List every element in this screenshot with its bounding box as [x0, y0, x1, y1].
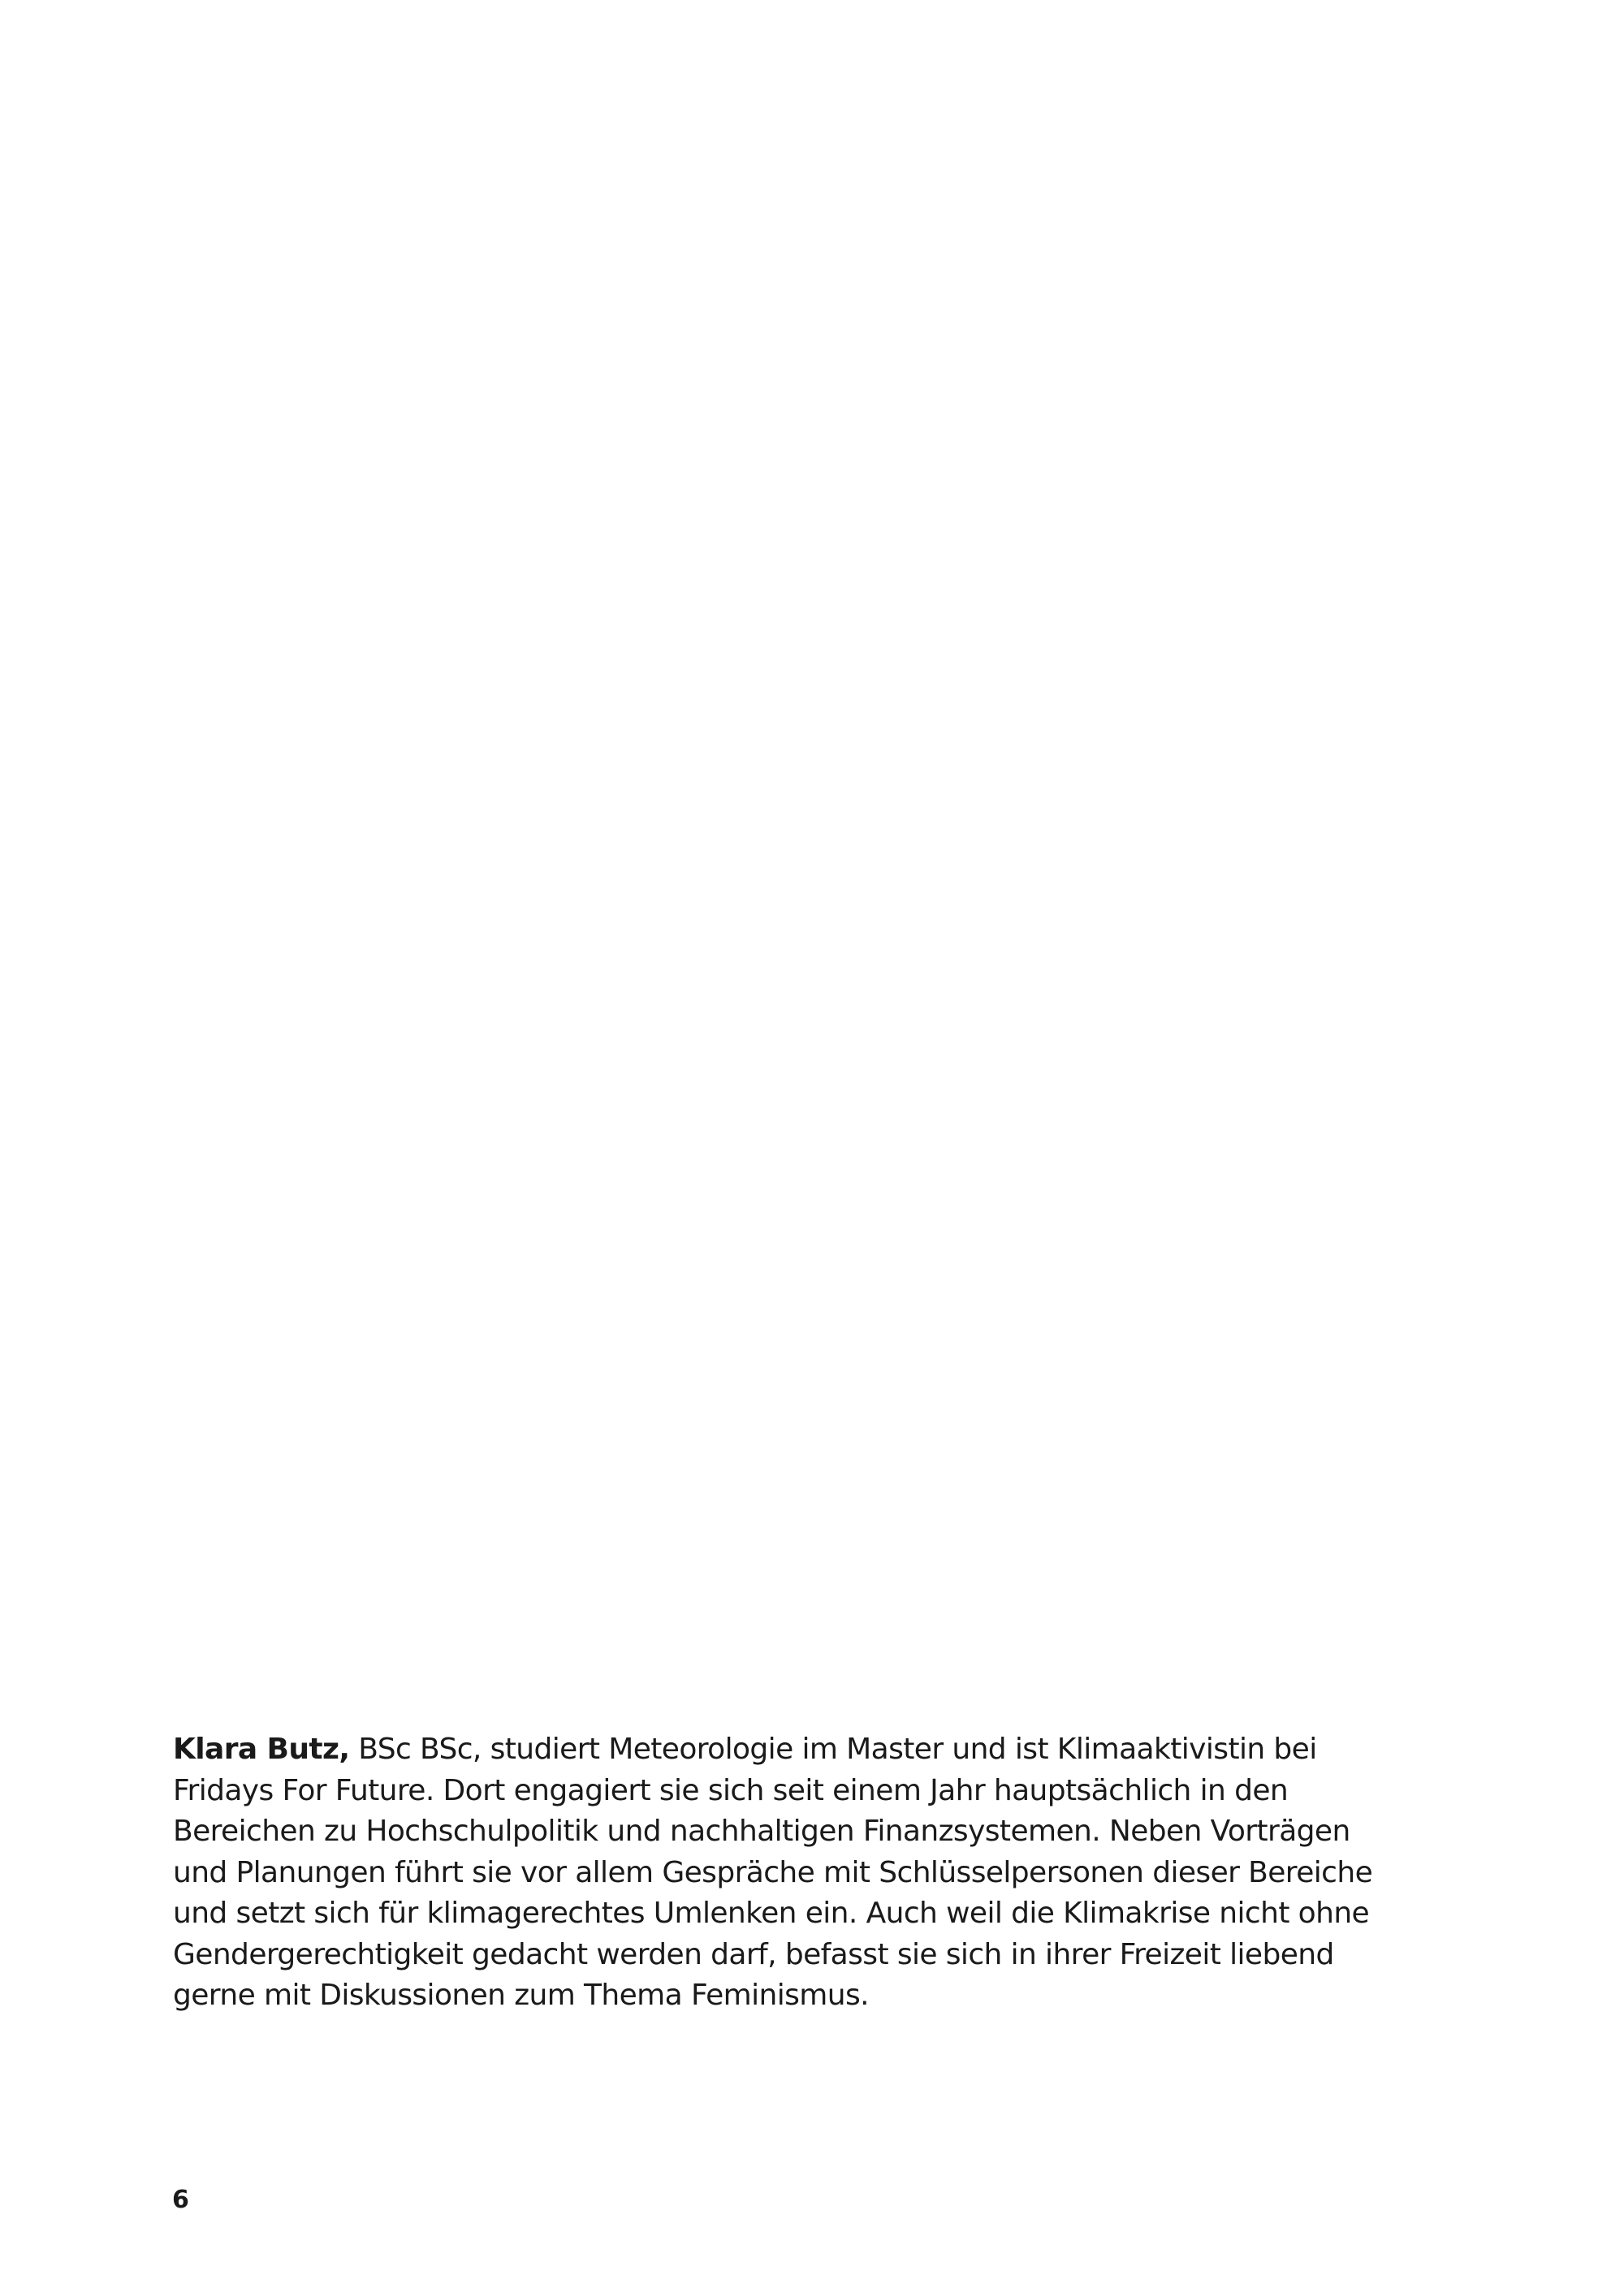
author-name: Klara Butz, [173, 1733, 350, 1766]
bio-line-1-text: BSc BSc, studiert Meteorologie im Master und ist Klimaaktivistin bei [349, 1733, 1317, 1766]
bio-line-4: und Planungen führt sie vor allem Gespräche mit Schlüsselpersonen dieser Bereiche [173, 1855, 1373, 1889]
bio-line-7: gerne mit Diskussionen zum Thema Feminismus. [173, 1979, 869, 2012]
bio-line-6: Gendergerechtigkeit gedacht werden darf, befasst sie sich in ihrer Freizeit liebend [173, 1937, 1334, 1971]
bio-line-2: Fridays For Future. Dort engagiert sie sich seit einem Jahr hauptsächlich in den [173, 1773, 1289, 1807]
bio-line-5: und setzt sich für klimagerechtes Umlenken ein. Auch weil die Klimakrise nicht ohne [173, 1897, 1370, 1930]
page-number: 6 [172, 2186, 189, 2214]
bio-line-1 [173, 1729, 1448, 1771]
bio-line-3: Bereichen zu Hochschulpolitik und nachhaltigen Finanzsystemen. Neben Vorträgen [173, 1815, 1350, 1848]
author-bio [173, 1729, 1448, 2017]
